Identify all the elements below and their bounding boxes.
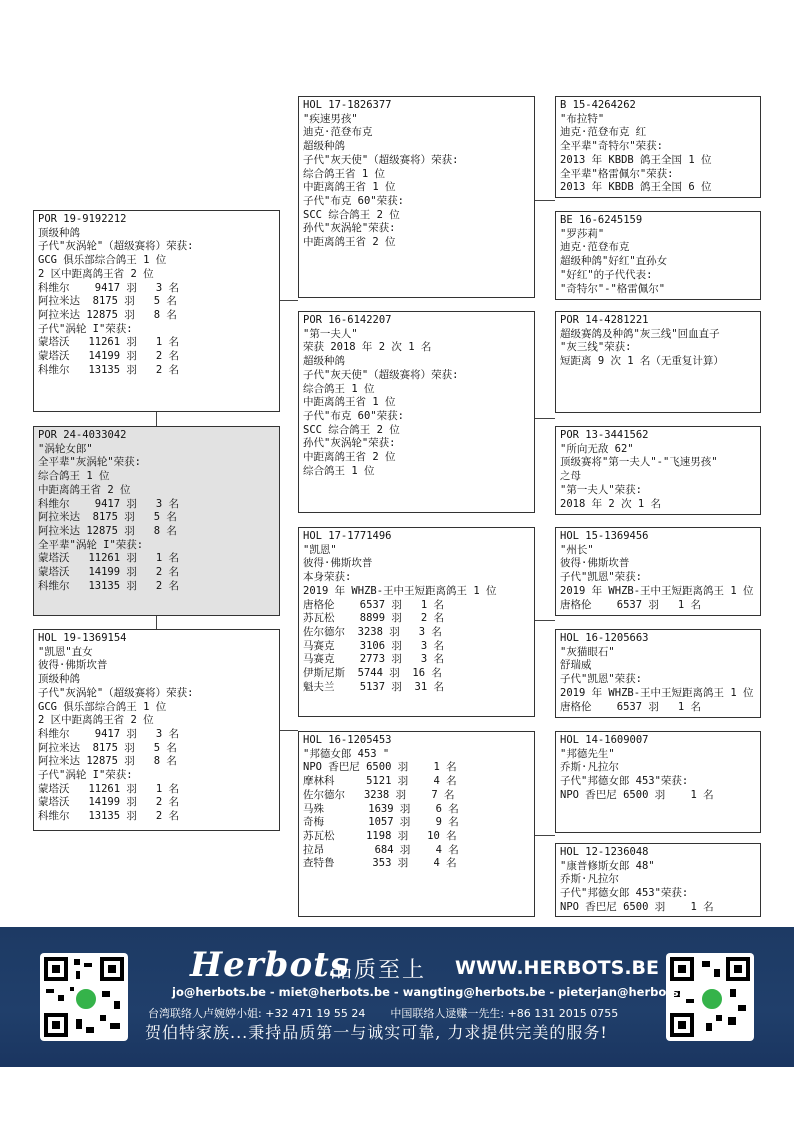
pedigree-line: 蒙塔沃 11261 羽 1 名	[38, 336, 180, 349]
ssd-box	[555, 211, 761, 300]
pedigree-line: 2013 年 KBDB 鸽王全国 1 位	[560, 153, 712, 166]
pedigree-line: "康普修斯女郎 48"	[560, 859, 655, 872]
footer-banner	[0, 927, 794, 1067]
pedigree-line: 全平辈"涡轮 I"荣获:	[38, 538, 144, 551]
connector	[156, 616, 157, 629]
email-list[interactable]: jo@herbots.be - miet@herbots.be - wangting@herbots.be - pieterjan@herbots.be	[172, 985, 700, 999]
connector	[280, 300, 298, 301]
pedigree-line: 顶级赛将"第一夫人"-"飞速男孩"	[560, 456, 718, 469]
pedigree-line: 乔斯·凡拉尔	[560, 873, 619, 886]
pedigree-line: 唐格伦 6537 羽 1 名	[303, 598, 445, 611]
pedigree-line: "好红"的子代代表:	[560, 268, 653, 281]
pedigree-line: 全平辈"格雷佩尔"荣获:	[560, 167, 674, 180]
contact-taiwan: 台湾联络人卢婉婷小姐: +32 471 19 55 24	[148, 1007, 366, 1020]
pedigree-line: 蒙塔沃 11261 羽 1 名	[38, 782, 180, 795]
pedigree-line: 中距离鸽王省 1 位	[303, 181, 396, 194]
pedigree-line: "布拉特"	[560, 112, 605, 125]
pedigree-line: 中距离鸽王省 2 位	[38, 483, 131, 496]
pedigree-line: 迪克·范登布克	[560, 241, 630, 254]
pedigree-line: 阿拉米达 8175 羽 5 名	[38, 741, 177, 754]
pedigree-line: 奇梅 1057 羽 9 名	[303, 816, 459, 829]
wechat-icon	[74, 987, 98, 1011]
pedigree-line: 蒙塔沃 11261 羽 1 名	[38, 552, 180, 565]
website-link[interactable]: WWW.HERBOTS.BE	[455, 957, 660, 979]
ring-number: HOL 19-1369154	[38, 632, 127, 644]
pedigree-line: 子代"涡轮 I"荣获:	[38, 322, 133, 335]
pedigree-line: 蒙塔沃 14199 羽 2 名	[38, 566, 180, 579]
sire-dam-box	[298, 311, 535, 513]
brand-logo: Herbots	[190, 945, 350, 985]
pedigree-line: 短距离 9 次 1 名（无重复计算）	[560, 355, 724, 368]
pedigree-line: "第一夫人"	[303, 327, 358, 340]
pedigree-line: 查特鲁 353 羽 4 名	[303, 857, 457, 870]
subject-box	[33, 426, 280, 616]
pedigree-line: 2019 年 WHZB-王中王短距离鸽王 1 位	[303, 584, 497, 597]
pedigree-line: 子代"涡轮 I"荣获:	[38, 769, 133, 782]
pedigree-line: "疾速男孩"	[303, 112, 358, 125]
pedigree-line: 2 区中距离鸽王省 2 位	[38, 714, 154, 727]
pedigree-line: 阿拉米达 8175 羽 5 名	[38, 511, 177, 524]
pedigree-line: 中距离鸽王省 1 位	[303, 396, 396, 409]
pedigree-line: 拉昂 684 羽 4 名	[303, 843, 459, 856]
pedigree-line: 之母	[560, 470, 581, 483]
pedigree-line: 彼得·佛斯坎普	[303, 557, 373, 570]
pedigree-line: 阿拉米达 8175 羽 5 名	[38, 295, 177, 308]
sire-sire-box	[298, 96, 535, 298]
pedigree-line: 蒙塔沃 14199 羽 2 名	[38, 796, 180, 809]
pedigree-line: "奇特尔"-"格雷佩尔"	[560, 282, 666, 295]
ring-number: B 15-4264262	[560, 99, 636, 111]
pedigree-line: "州长"	[560, 543, 594, 556]
pedigree-line: 子代"灰天使"（超级赛将）荣获:	[303, 368, 459, 381]
connector	[156, 412, 157, 426]
wechat-icon	[700, 987, 724, 1011]
pedigree-line: 唐格伦 6537 羽 1 名	[560, 598, 702, 611]
pedigree-line: 子代"凯恩"荣获:	[560, 571, 642, 584]
pedigree-line: NPO 香巴尼 6500 羽 1 名	[560, 900, 714, 913]
pedigree-line: 孙代"灰涡轮"荣获:	[303, 222, 396, 235]
pedigree-line: NPO 香巴尼 6500 羽 1 名	[303, 761, 457, 774]
pedigree-line: 迪克·范登布克 红	[560, 126, 647, 139]
pedigree-line: "邦德先生"	[560, 747, 615, 760]
sdd-box	[555, 426, 761, 515]
pedigree-line: 综合鸽王 1 位	[303, 382, 375, 395]
pedigree-line: 2018 年 2 次 1 名	[560, 497, 662, 510]
pedigree-line: 蒙塔沃 14199 羽 2 名	[38, 350, 180, 363]
pedigree-line: 科维尔 9417 羽 3 名	[38, 727, 180, 740]
dss-box	[555, 527, 761, 616]
pedigree-line: 2013 年 KBDB 鸽王全国 6 位	[560, 181, 712, 194]
pedigree-line: 子代"凯恩"荣获:	[560, 673, 642, 686]
pedigree-line: 子代"灰涡轮"（超级赛将）荣获:	[38, 240, 194, 253]
ring-number: POR 19-9192212	[38, 213, 127, 225]
pedigree-line: 子代"邦德女郎 453"荣获:	[560, 887, 689, 900]
pedigree-line: 科维尔 13135 羽 2 名	[38, 810, 180, 823]
contacts	[148, 1005, 618, 1021]
pedigree-line: 全平辈"灰涡轮"荣获:	[38, 456, 141, 469]
pedigree-line: 超级种鸽"好红"直孙女	[560, 255, 668, 268]
pedigree-line: 阿拉米达 12875 羽 8 名	[38, 755, 177, 768]
pedigree-line: 马赛克 3106 羽 3 名	[303, 639, 445, 652]
connector	[535, 418, 555, 419]
pedigree-line: GCG 俱乐部综合鸽王 1 位	[38, 254, 167, 267]
brand-row	[180, 945, 660, 985]
pedigree-line: "凯恩"直女	[38, 645, 93, 658]
ring-number: BE 16-6245159	[560, 214, 643, 226]
sss-box	[555, 96, 761, 198]
pedigree-line: 本身荣获:	[303, 571, 352, 584]
pedigree-line: 伊斯尼斯 5744 羽 16 名	[303, 667, 442, 680]
pedigree-line: 魁夫兰 5137 羽 31 名	[303, 680, 445, 693]
pedigree-line: 综合鸽王省 1 位	[303, 167, 385, 180]
pedigree-line: 全平辈"奇特尔"荣获:	[560, 140, 663, 153]
ring-number: HOL 12-1236048	[560, 846, 649, 858]
ring-number: HOL 16-1205453	[303, 734, 392, 746]
sire-box	[33, 210, 280, 412]
pedigree-line: 子代"邦德女郎 453"荣获:	[560, 775, 689, 788]
pedigree-line: "灰三线"荣获:	[560, 341, 632, 354]
pedigree-line: 中距离鸽王省 2 位	[303, 236, 396, 249]
pedigree-line: 科维尔 13135 羽 2 名	[38, 579, 180, 592]
pedigree-line: 阿拉米达 12875 羽 8 名	[38, 524, 177, 537]
sds-box	[555, 311, 761, 413]
connector	[535, 620, 555, 621]
connector	[535, 835, 555, 836]
ddd-box	[555, 843, 761, 917]
pedigree-line: 马殊 1639 羽 6 名	[303, 802, 459, 815]
pedigree-line: "涡轮女郎"	[38, 442, 93, 455]
pedigree-line: 综合鸽王 1 位	[38, 470, 110, 483]
pedigree-line: 苏瓦松 1198 羽 10 名	[303, 829, 457, 842]
pedigree-line: 2019 年 WHZB-王中王短距离鸽王 1 位	[560, 686, 754, 699]
pedigree-line: 科维尔 9417 羽 3 名	[38, 497, 180, 510]
pedigree-line: 子代"灰涡轮"（超级赛将）荣获:	[38, 686, 194, 699]
qr-code-icon	[40, 953, 128, 1041]
pedigree-line: 超级种鸽	[303, 355, 345, 368]
connector	[280, 730, 298, 731]
ring-number: HOL 17-1771496	[303, 530, 392, 542]
pedigree-line: 马赛克 2773 羽 3 名	[303, 653, 445, 666]
pedigree-line: 佐尔德尔 3238 羽 3 名	[303, 625, 442, 638]
pedigree-line: 顶级种鸽	[38, 226, 80, 239]
pedigree-line: 2 区中距离鸽王省 2 位	[38, 267, 154, 280]
pedigree-line: 子代"布克 60"荣获:	[303, 409, 404, 422]
pedigree-line: 舒瑞威	[560, 659, 592, 672]
pedigree-line: 迪克·范登布克	[303, 126, 373, 139]
pedigree-line: 2019 年 WHZB-王中王短距离鸽王 1 位	[560, 584, 754, 597]
ring-number: POR 24-4033042	[38, 429, 127, 441]
pedigree-line: 子代"布克 60"荣获:	[303, 194, 404, 207]
brand-slogan: 品质至上	[330, 958, 427, 983]
ring-number: POR 14-4281221	[560, 314, 649, 326]
pedigree-line: 中距离鸽王省 2 位	[303, 451, 396, 464]
pedigree-line: 顶级种鸽	[38, 673, 80, 686]
ring-number: POR 16-6142207	[303, 314, 392, 326]
pedigree-line: 彼得·佛斯坎普	[560, 557, 630, 570]
pedigree-line: NPO 香巴尼 6500 羽 1 名	[560, 788, 714, 801]
dam-dam-box	[298, 731, 535, 917]
pedigree-line: 子代"灰天使"（超级赛将）荣获:	[303, 153, 459, 166]
pedigree-line: SCC 综合鸽王 2 位	[303, 208, 400, 221]
ring-number: HOL 14-1609007	[560, 734, 649, 746]
contact-china: 中国联络人逯赚一先生: +86 131 2015 0755	[390, 1007, 619, 1020]
pedigree-line: 综合鸽王 1 位	[303, 464, 375, 477]
pedigree-line: 摩林科 5121 羽 4 名	[303, 775, 457, 788]
dds-box	[555, 731, 761, 833]
pedigree-line: 乔斯·凡拉尔	[560, 761, 619, 774]
pedigree-line: GCG 俱乐部综合鸽王 1 位	[38, 700, 167, 713]
pedigree-line: 科维尔 13135 羽 2 名	[38, 363, 180, 376]
pedigree-line: 唐格伦 6537 羽 1 名	[560, 700, 702, 713]
dsd-box	[555, 629, 761, 718]
pedigree-line: "所向无敌 62"	[560, 442, 634, 455]
dam-sire-box	[298, 527, 535, 717]
ring-number: HOL 15-1369456	[560, 530, 649, 542]
pedigree-line: 彼得·佛斯坎普	[38, 659, 108, 672]
pedigree-line: 阿拉米达 12875 羽 8 名	[38, 308, 177, 321]
pedigree-line: 孙代"灰涡轮"荣获:	[303, 437, 396, 450]
motto: 贺伯特家族...秉持品质第一与诚实可靠, 力求提供完美的服务!	[145, 1023, 608, 1042]
pedigree-line: "凯恩"	[303, 543, 337, 556]
pedigree-line: "邦德女郎 453 "	[303, 747, 390, 760]
pedigree-line: 科维尔 9417 羽 3 名	[38, 281, 180, 294]
ring-number: POR 13-3441562	[560, 429, 649, 441]
pedigree-line: "罗莎莉"	[560, 227, 605, 240]
ring-number: HOL 17-1826377	[303, 99, 392, 111]
pedigree-line: 超级种鸽	[303, 140, 345, 153]
pedigree-line: SCC 综合鸽王 2 位	[303, 423, 400, 436]
dam-box	[33, 629, 280, 831]
connector	[535, 200, 555, 201]
ring-number: HOL 16-1205663	[560, 632, 649, 644]
pedigree-line: 荣获 2018 年 2 次 1 名	[303, 341, 432, 354]
pedigree-line: 苏瓦松 8899 羽 2 名	[303, 612, 445, 625]
pedigree-line: "灰猫眼石"	[560, 645, 615, 658]
pedigree-line: "第一夫人"荣获:	[560, 483, 642, 496]
pedigree-line: 超级赛鸽及种鸽"灰三线"回血直子	[560, 327, 720, 340]
pedigree-line: 佐尔德尔 3238 羽 7 名	[303, 788, 455, 801]
